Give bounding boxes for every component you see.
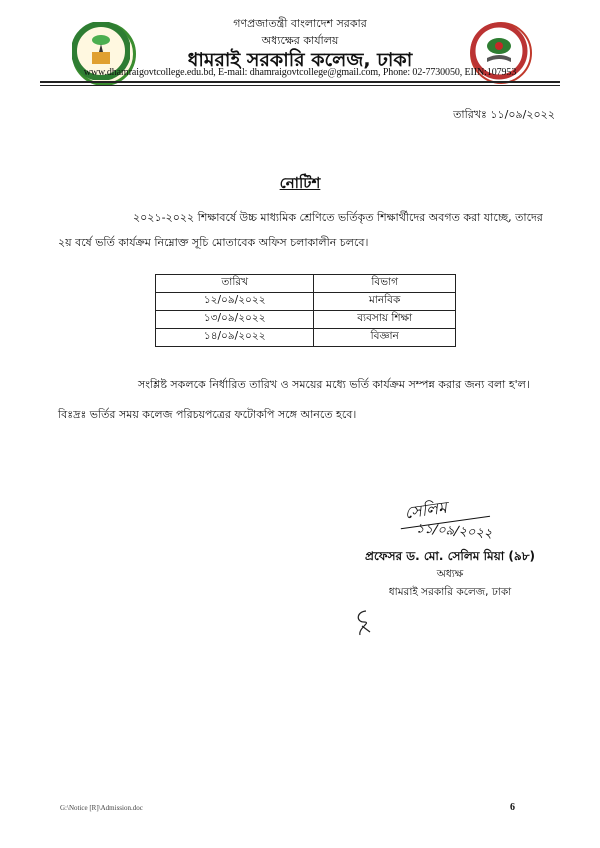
office-line: অধ্যক্ষের কার্যালয় xyxy=(261,34,339,47)
table-row xyxy=(156,293,456,311)
header-department: বিভাগ xyxy=(314,275,456,293)
header-date: তারিখ xyxy=(156,275,314,293)
signature-date: ১১/০৯/২০২২ xyxy=(415,521,493,542)
cell-date: ১২/০৯/২০২২ xyxy=(156,293,314,311)
schedule-table xyxy=(155,274,456,347)
cell-date: ১৩/০৯/২০২২ xyxy=(156,311,314,329)
notice-title-text: নোটিশ xyxy=(279,174,321,192)
cell-date: ১৪/০৯/২০২২ xyxy=(156,329,314,347)
cell-department: মানবিক xyxy=(314,293,456,311)
header-divider xyxy=(40,81,560,83)
signatory-institution: ধামরাই সরকারি কলেজ, ঢাকা xyxy=(388,586,512,598)
table-header-row xyxy=(156,275,456,293)
signature-name: সেলিম xyxy=(397,489,490,529)
government-line: গণপ্রজাতন্ত্রী বাংলাদেশ সরকার xyxy=(233,17,367,30)
table-row xyxy=(156,311,456,329)
note-paragraph: বিঃদ্রঃ ভর্তির সময় কলেজ পরিচয়পত্রের ফটোকপি সঙ্গে আনতে হবে। xyxy=(58,408,357,421)
college-name: ধামরাই সরকারি কলেজ, ঢাকা xyxy=(187,49,413,71)
footer-file-path: G:\Notice [R]\Admission.doc xyxy=(60,804,143,812)
signatory-designation: অধ্যক্ষ xyxy=(436,568,464,580)
contact-line: www.dhamraigovtcollege.edu.bd, E-mail: dhamraigovtcollege@gmail.com, Phone: 02-7730050, EIIN:107953 xyxy=(83,67,517,78)
signatory-name: প্রফেসর ড. মো. সেলিম মিয়া (৯৮) xyxy=(365,549,535,563)
page-number: 6 xyxy=(510,802,515,813)
notice-date: তারিখঃ ১১/০৯/২০২২ xyxy=(453,108,555,121)
instruction-paragraph: সংশ্লিষ্ট সকলকে নির্ধারিত তারিখ ও সময়ের মধ্যে ভর্তি কার্যক্রম সম্পন্ন করার জন্য বলা হ'ল। xyxy=(138,378,530,391)
notice-paragraph: ২০২১-২০২২ শিক্ষাবর্ষে উচ্চ মাধ্যমিক শ্রেণিতে ভর্তিকৃত শিক্ষার্থীদের অবগত করা যাচ্ছে, তাদের ২য় বর্ষে ভর্তি কার্যক্রম নিম্নোক্ত সূচি মোতাবেক অফিস চলাকালীন চলবে। xyxy=(58,211,543,249)
initial-mark xyxy=(352,608,376,642)
header-divider-thin xyxy=(40,85,560,86)
cell-department: ব্যবসায় শিক্ষা xyxy=(314,311,456,329)
notice-title xyxy=(0,172,600,197)
table-row xyxy=(156,329,456,347)
cell-department: বিজ্ঞান xyxy=(314,329,456,347)
handwritten-signature xyxy=(397,489,493,550)
